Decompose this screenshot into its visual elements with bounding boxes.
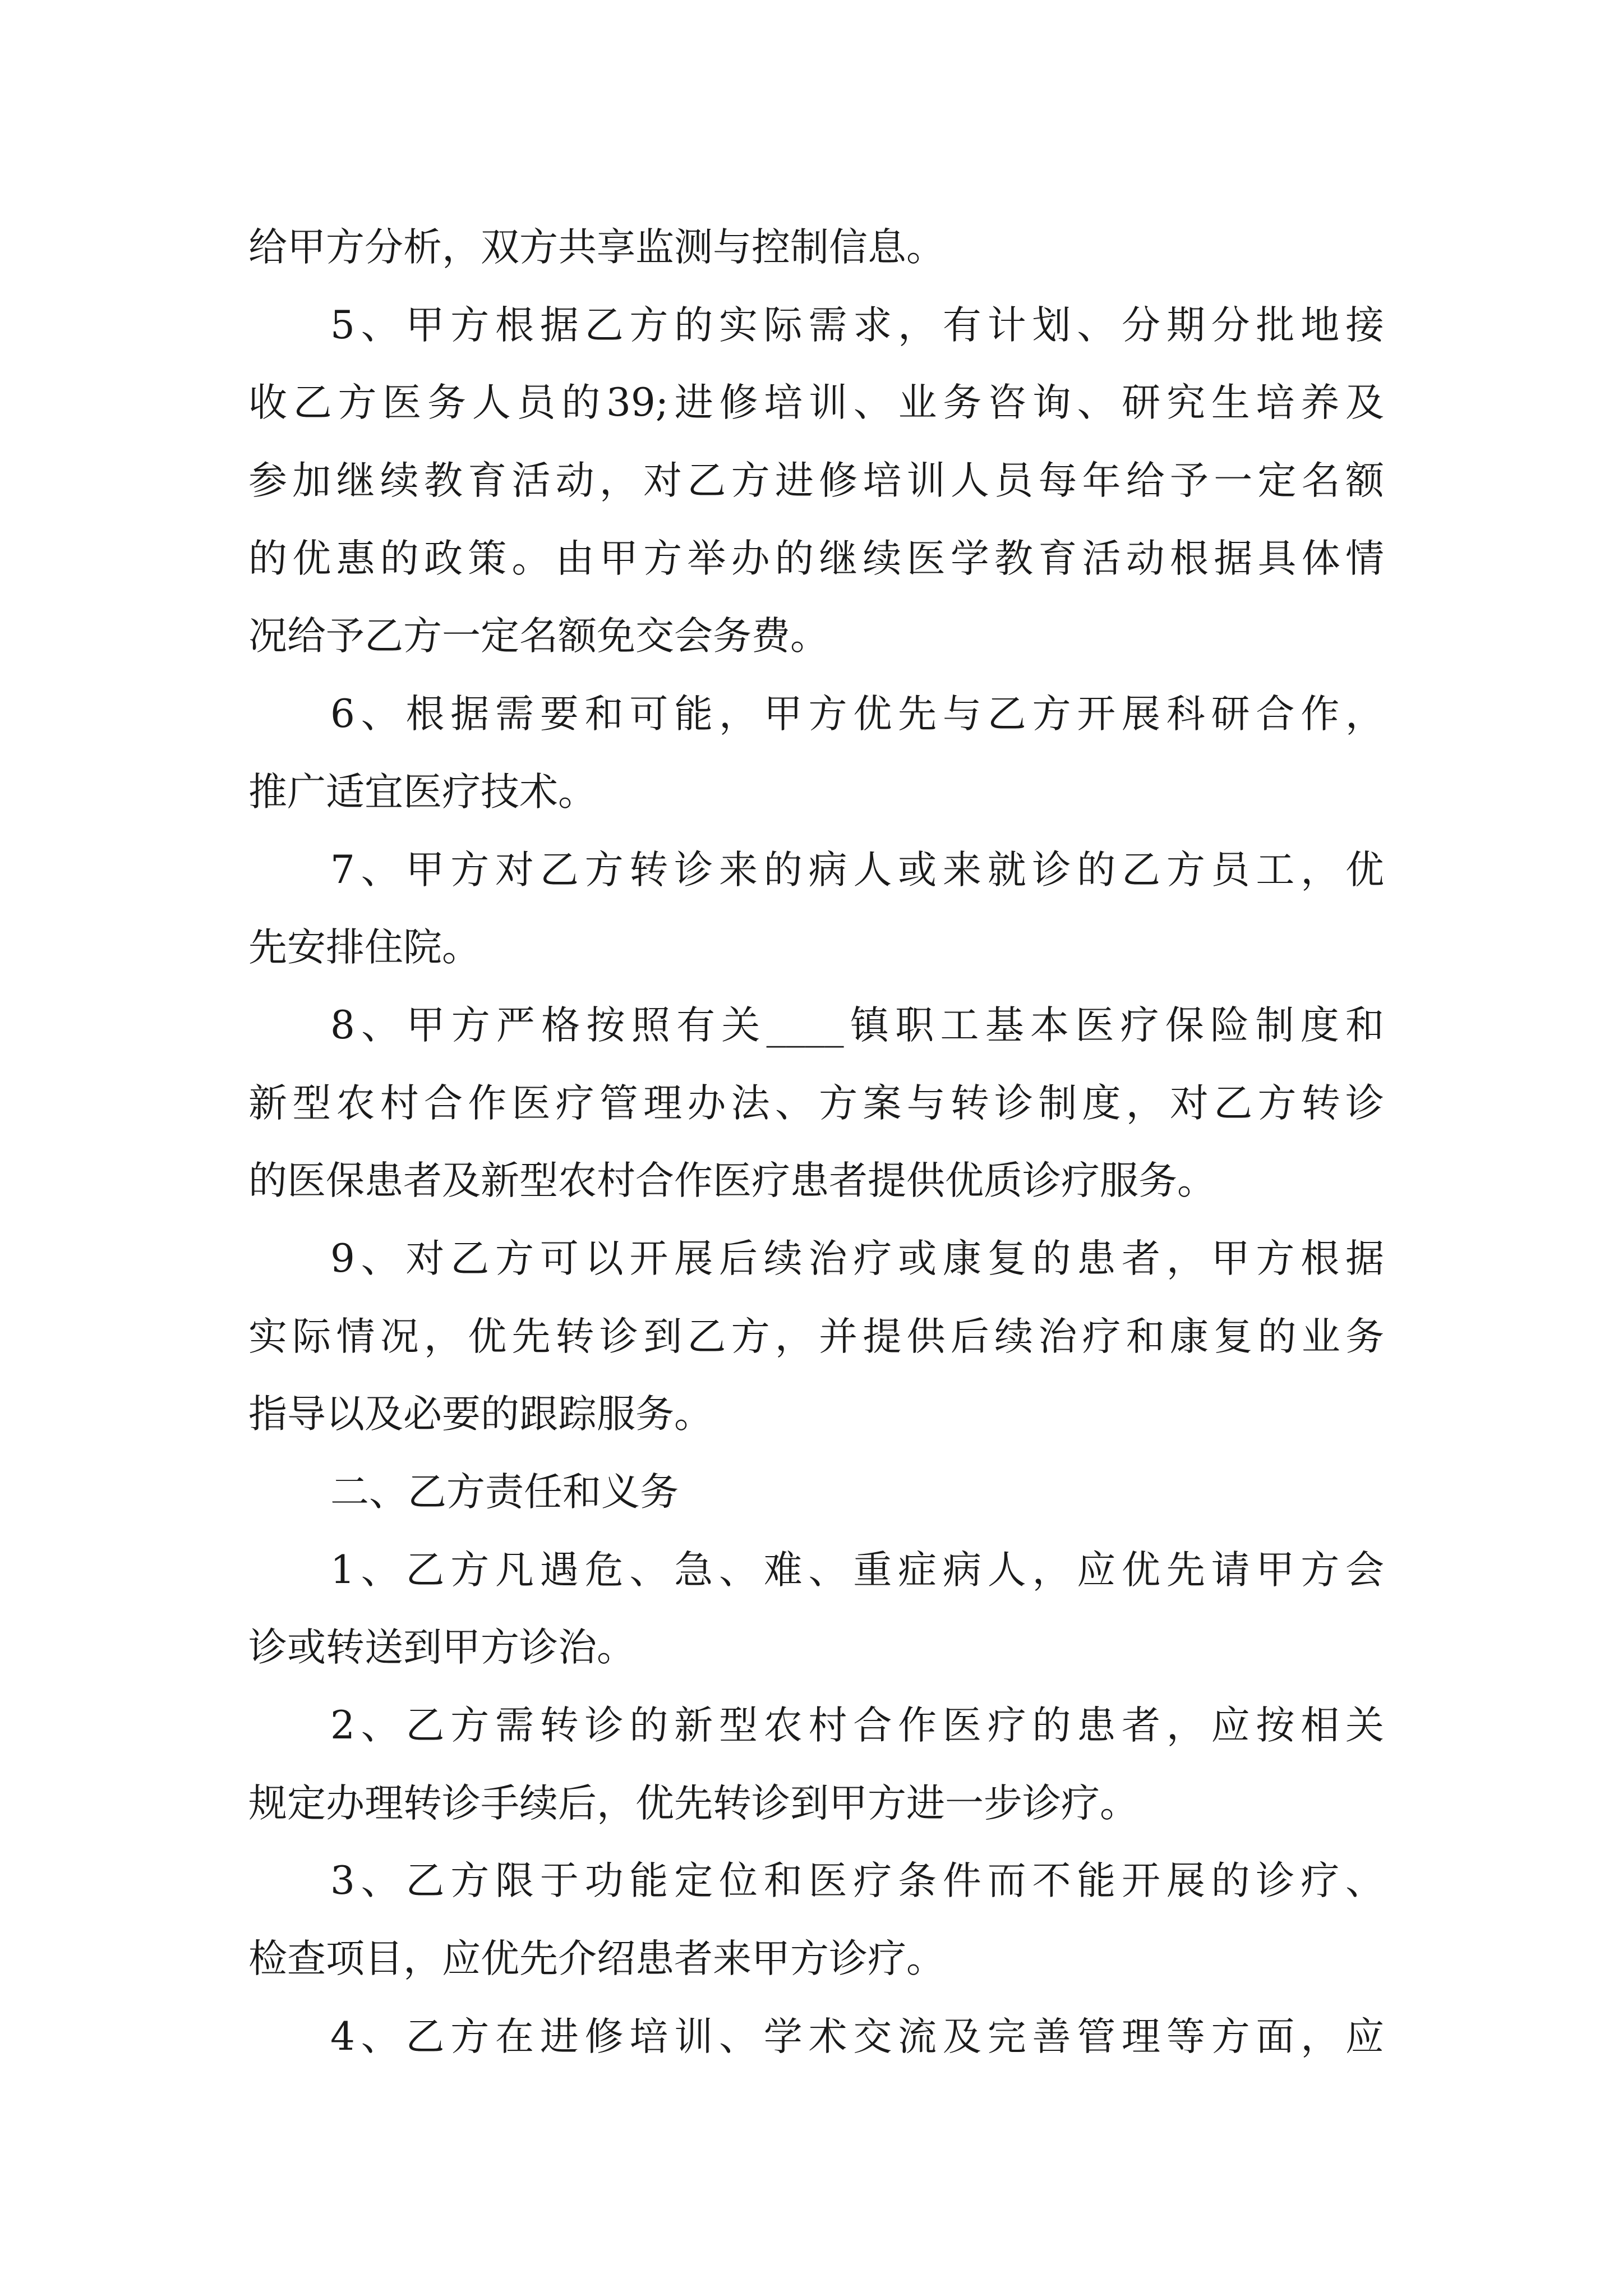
paragraph-line: 的医保患者及新型农村合作医疗患者提供优质诊疗服务。 — [248, 1158, 1216, 1204]
paragraph-line: 新型农村合作医疗管理办法、方案与转诊制度，对乙方转诊 — [248, 1080, 1384, 1126]
section-heading: 二、乙方责任和义务 — [330, 1470, 679, 1515]
paragraph-line: 5、甲方根据乙方的实际需求，有计划、分期分批地接 — [330, 302, 1384, 348]
paragraph-line: 指导以及必要的跟踪服务。 — [248, 1392, 713, 1437]
paragraph-line: 给甲方分析，双方共享监测与控制信息。 — [248, 225, 945, 270]
document-body — [248, 209, 1384, 2076]
paragraph-line: 6、根据需要和可能，甲方优先与乙方开展科研合作， — [330, 692, 1384, 737]
paragraph-line: 1、乙方凡遇危、急、难、重症病人，应优先请甲方会 — [330, 1547, 1384, 1593]
paragraph-line: 2、乙方需转诊的新型农村合作医疗的患者，应按相关 — [330, 1703, 1384, 1749]
paragraph-line: 参加继续教育活动，对乙方进修培训人员每年给予一定名额 — [248, 458, 1384, 504]
paragraph-line: 8、甲方严格按照有关____镇职工基本医疗保险制度和 — [330, 1002, 1384, 1048]
paragraph-line: 规定办理转诊手续后，优先转诊到甲方进一步诊疗。 — [248, 1780, 1138, 1826]
paragraph-line: 检查项目，应优先介绍患者来甲方诊疗。 — [248, 1936, 945, 1982]
paragraph-line: 况给予乙方一定名额免交会务费。 — [248, 614, 829, 659]
paragraph-line: 收乙方医务人员的39;进修培训、业务咨询、研究生培养及 — [248, 380, 1384, 426]
paragraph-line: 4、乙方在进修培训、学术交流及完善管理等方面，应 — [330, 2014, 1384, 2059]
paragraph-line: 的优惠的政策。由甲方举办的继续医学教育活动根据具体情 — [248, 536, 1384, 581]
paragraph-line: 诊或转送到甲方诊治。 — [248, 1625, 635, 1671]
paragraph-line: 7、甲方对乙方转诊来的病人或来就诊的乙方员工，优 — [330, 847, 1384, 892]
paragraph-line: 实际情况，优先转诊到乙方，并提供后续治疗和康复的业务 — [248, 1314, 1384, 1359]
paragraph-line: 先安排住院。 — [248, 925, 481, 970]
paragraph-line: 推广适宜医疗技术。 — [248, 769, 597, 815]
paragraph-line: 3、乙方限于功能定位和医疗条件而不能开展的诊疗、 — [330, 1858, 1384, 1904]
paragraph-line: 9、对乙方可以开展后续治疗或康复的患者，甲方根据 — [330, 1236, 1384, 1281]
